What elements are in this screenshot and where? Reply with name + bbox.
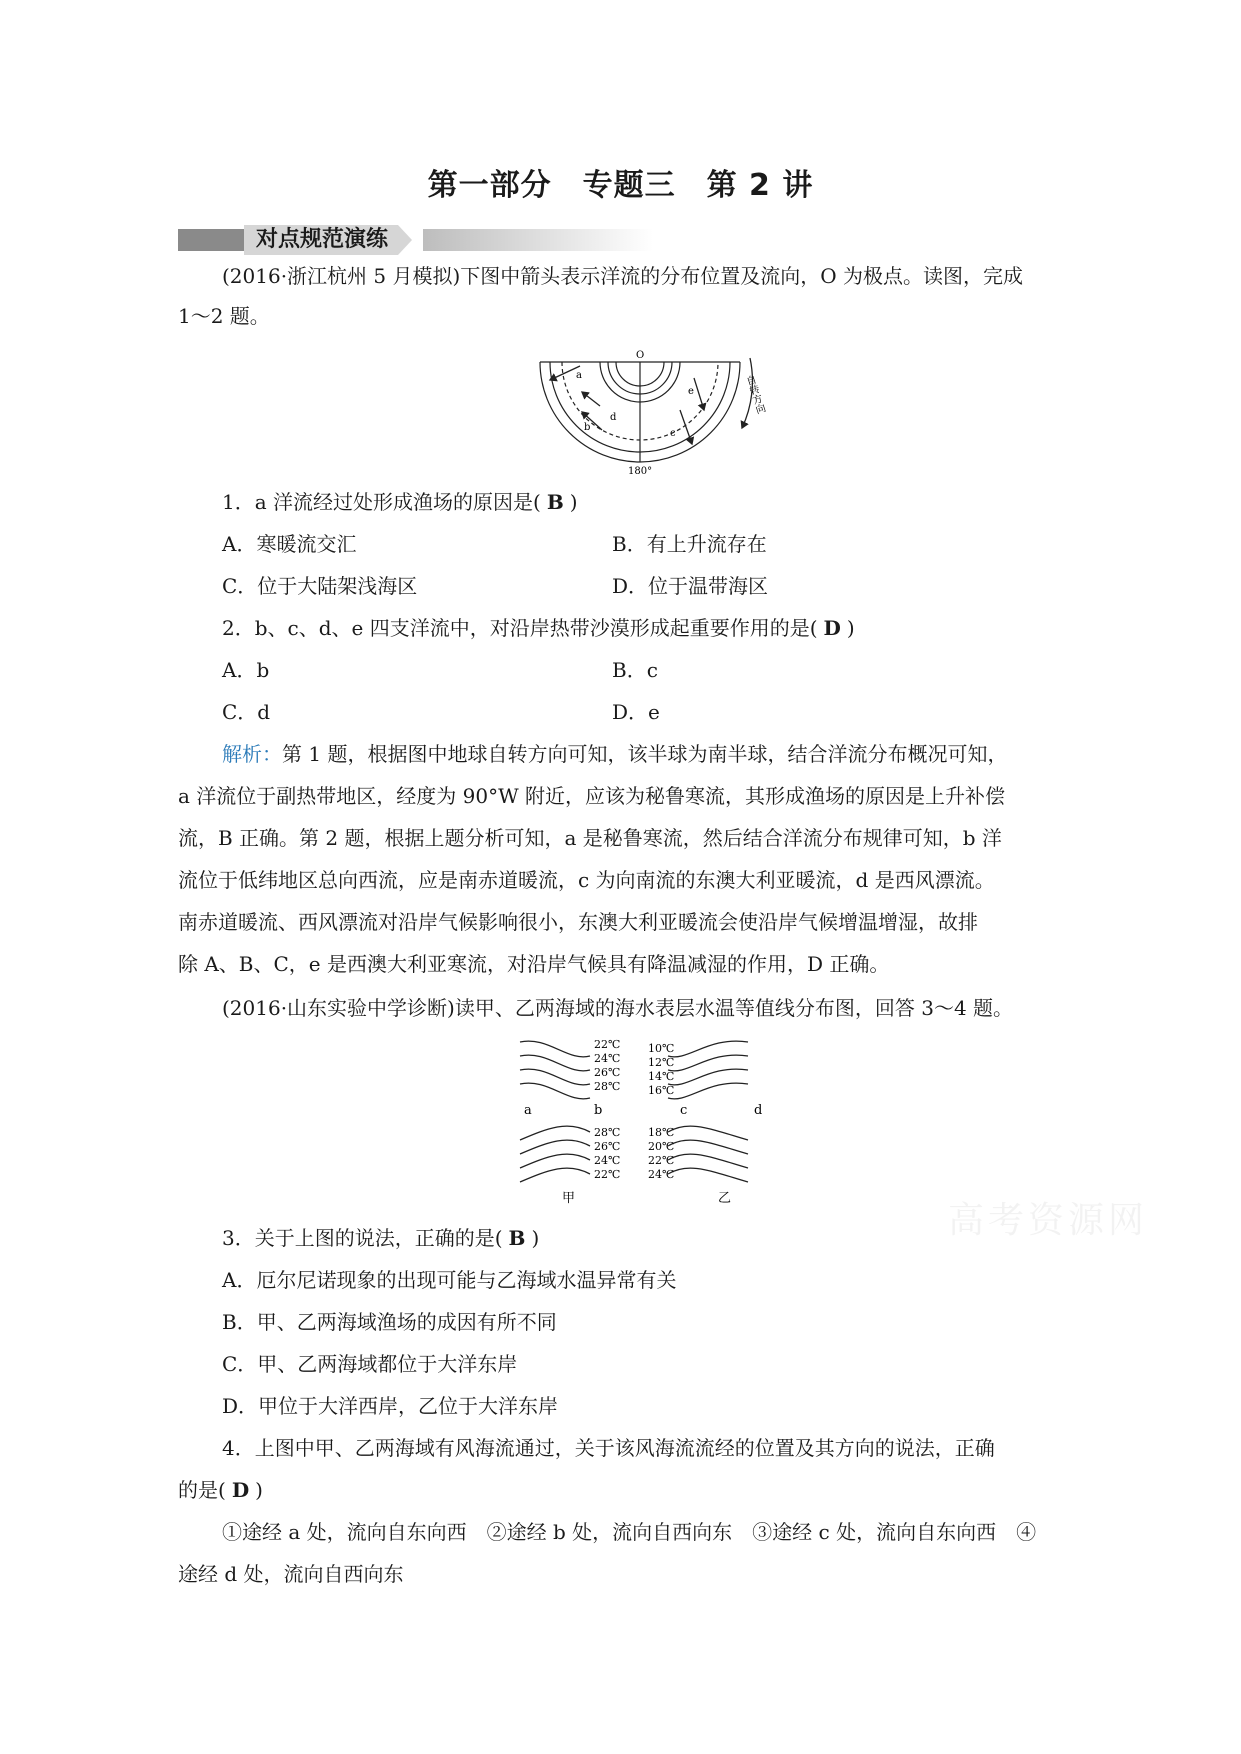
- jia-bottom-iso-2: 26℃: [594, 1140, 621, 1153]
- bottom-longitude-label: 180°: [628, 466, 653, 476]
- current-e-arrow: [694, 378, 704, 410]
- q1-option-d: D．位于温带海区: [612, 574, 769, 598]
- watermark: 高考资源网: [948, 1200, 1149, 1241]
- yi-top-iso-3: 14℃: [648, 1070, 675, 1083]
- point-label-b: b: [594, 1103, 603, 1118]
- q1-answer: B: [546, 490, 564, 514]
- rotation-label: 自转方向: [742, 374, 766, 416]
- q4-stem-line1: 4．上图中甲、乙两海域有风海流通过，关于该风海流流经的位置及其方向的说法，正确: [222, 1436, 995, 1460]
- q4-choices-line2: 途经 d 处，流向自西向东: [178, 1562, 404, 1586]
- q2-option-d: D．e: [612, 700, 660, 724]
- q1-option-a: A．寒暖流交汇: [222, 532, 357, 556]
- jia-bottom-iso-1: 28℃: [594, 1126, 621, 1139]
- yi-top-iso-1: 10℃: [648, 1042, 675, 1055]
- caption-yi: 乙: [718, 1191, 732, 1206]
- yi-top-iso-4: 16℃: [648, 1084, 675, 1097]
- caption-jia: 甲: [562, 1191, 576, 1206]
- q2-option-b: B．c: [612, 658, 658, 682]
- q4-choices-line1: ①途经 a 处，流向自东向西 ②途经 b 处，流向自西向东 ③途经 c 处，流向自东向西 ④: [222, 1520, 1037, 1544]
- group1-intro-line2: 1～2 题。: [178, 304, 270, 328]
- analysis-line2: a 洋流位于副热带地区，经度为 90°W 附近，应该为秘鲁寒流，其形成渔场的原因是上升补偿: [178, 784, 1006, 808]
- yi-bottom-iso-1: 18℃: [648, 1126, 675, 1139]
- current-label-e: e: [688, 386, 694, 397]
- q2-stem: 2．b、c、d、e 四支洋流中，对沿岸热带沙漠形成起重要作用的是( D ): [222, 616, 855, 640]
- analysis-label: 解析：: [222, 742, 282, 766]
- jia-top-iso-1: 22℃: [594, 1038, 621, 1051]
- current-label-a: a: [576, 370, 582, 381]
- point-label-d: d: [754, 1103, 763, 1118]
- q3-option-a: A．厄尔尼诺现象的出现可能与乙海域水温异常有关: [222, 1268, 677, 1292]
- point-label-c: c: [680, 1103, 688, 1118]
- jia-bottom-iso-4: 22℃: [594, 1168, 621, 1181]
- jia-top-iso-4: 28℃: [594, 1080, 621, 1093]
- current-label-d: d: [610, 412, 617, 423]
- jia-bottom-iso-3: 24℃: [594, 1154, 621, 1167]
- analysis-line3: 流，B 正确。第 2 题，根据上题分析可知，a 是秘鲁寒流，然后结合洋流分布规律可知，b 洋: [178, 826, 1002, 850]
- q2-option-a: A．b: [222, 658, 270, 682]
- analysis-line1: 解析：第 1 题，根据图中地球自转方向可知，该半球为南半球，结合洋流分布概况可知，: [222, 742, 1008, 766]
- q2-answer: D: [823, 616, 841, 640]
- group2-intro: (2016·山东实验中学诊断)读甲、乙两海域的海水表层水温等值线分布图，回答 3～4 题。: [222, 996, 1014, 1020]
- banner-bar: [178, 229, 244, 251]
- q1-option-b: B．有上升流存在: [612, 532, 767, 556]
- yi-bottom-iso-3: 22℃: [648, 1154, 675, 1167]
- point-label-a: a: [524, 1103, 532, 1118]
- yi-top-iso-2: 12℃: [648, 1056, 675, 1069]
- q3-option-d: D．甲位于大洋西岸，乙位于大洋东岸: [222, 1394, 559, 1418]
- jia-top-iso-2: 24℃: [594, 1052, 621, 1065]
- section-label: 对点规范演练: [244, 225, 398, 255]
- analysis-line5: 南赤道暖流、西风漂流对沿岸气候影响很小，东澳大利亚暖流会使沿岸气候增温增湿，故排: [178, 910, 978, 934]
- group1-intro-line1: (2016·浙江杭州 5 月模拟)下图中箭头表示洋流的分布位置及流向，O 为极点。读图，完成: [222, 264, 1024, 288]
- q2-option-c: C．d: [222, 700, 271, 724]
- yi-bottom-iso-4: 24℃: [648, 1168, 675, 1181]
- q3-stem: 3．关于上图的说法，正确的是( B ): [222, 1226, 540, 1250]
- isotherm-figure: [518, 1036, 768, 1206]
- q4-stem-line2: 的是( D ): [178, 1478, 263, 1502]
- current-label-b: b: [584, 422, 591, 433]
- banner-fade: [423, 229, 653, 251]
- jia-top-iso-3: 26℃: [594, 1066, 621, 1079]
- current-label-c: c: [670, 428, 676, 439]
- q1-stem: 1．a 洋流经过处形成渔场的原因是( B ): [222, 490, 578, 514]
- analysis-line6: 除 A、B、C，e 是西澳大利亚寒流，对沿岸气候具有降温减湿的作用，D 正确。: [178, 952, 890, 976]
- q3-answer: B: [508, 1226, 526, 1250]
- ocean-current-figure: [530, 348, 770, 476]
- current-d-arrow: [582, 392, 600, 406]
- yi-bottom-iso-2: 20℃: [648, 1140, 675, 1153]
- q3-option-b: B．甲、乙两海域渔场的成因有所不同: [222, 1310, 557, 1334]
- analysis-line4: 流位于低纬地区总向西流，应是南赤道暖流，c 为向南流的东澳大利亚暖流，d 是西风漂流。: [178, 868, 995, 892]
- q4-answer: D: [231, 1478, 250, 1502]
- section-banner: [178, 225, 678, 255]
- page-title: 第一部分 专题三 第 2 讲: [427, 168, 814, 203]
- q1-option-c: C．位于大陆架浅海区: [222, 574, 418, 598]
- pole-label: O: [636, 350, 645, 361]
- q3-option-c: C．甲、乙两海域都位于大洋东岸: [222, 1352, 518, 1376]
